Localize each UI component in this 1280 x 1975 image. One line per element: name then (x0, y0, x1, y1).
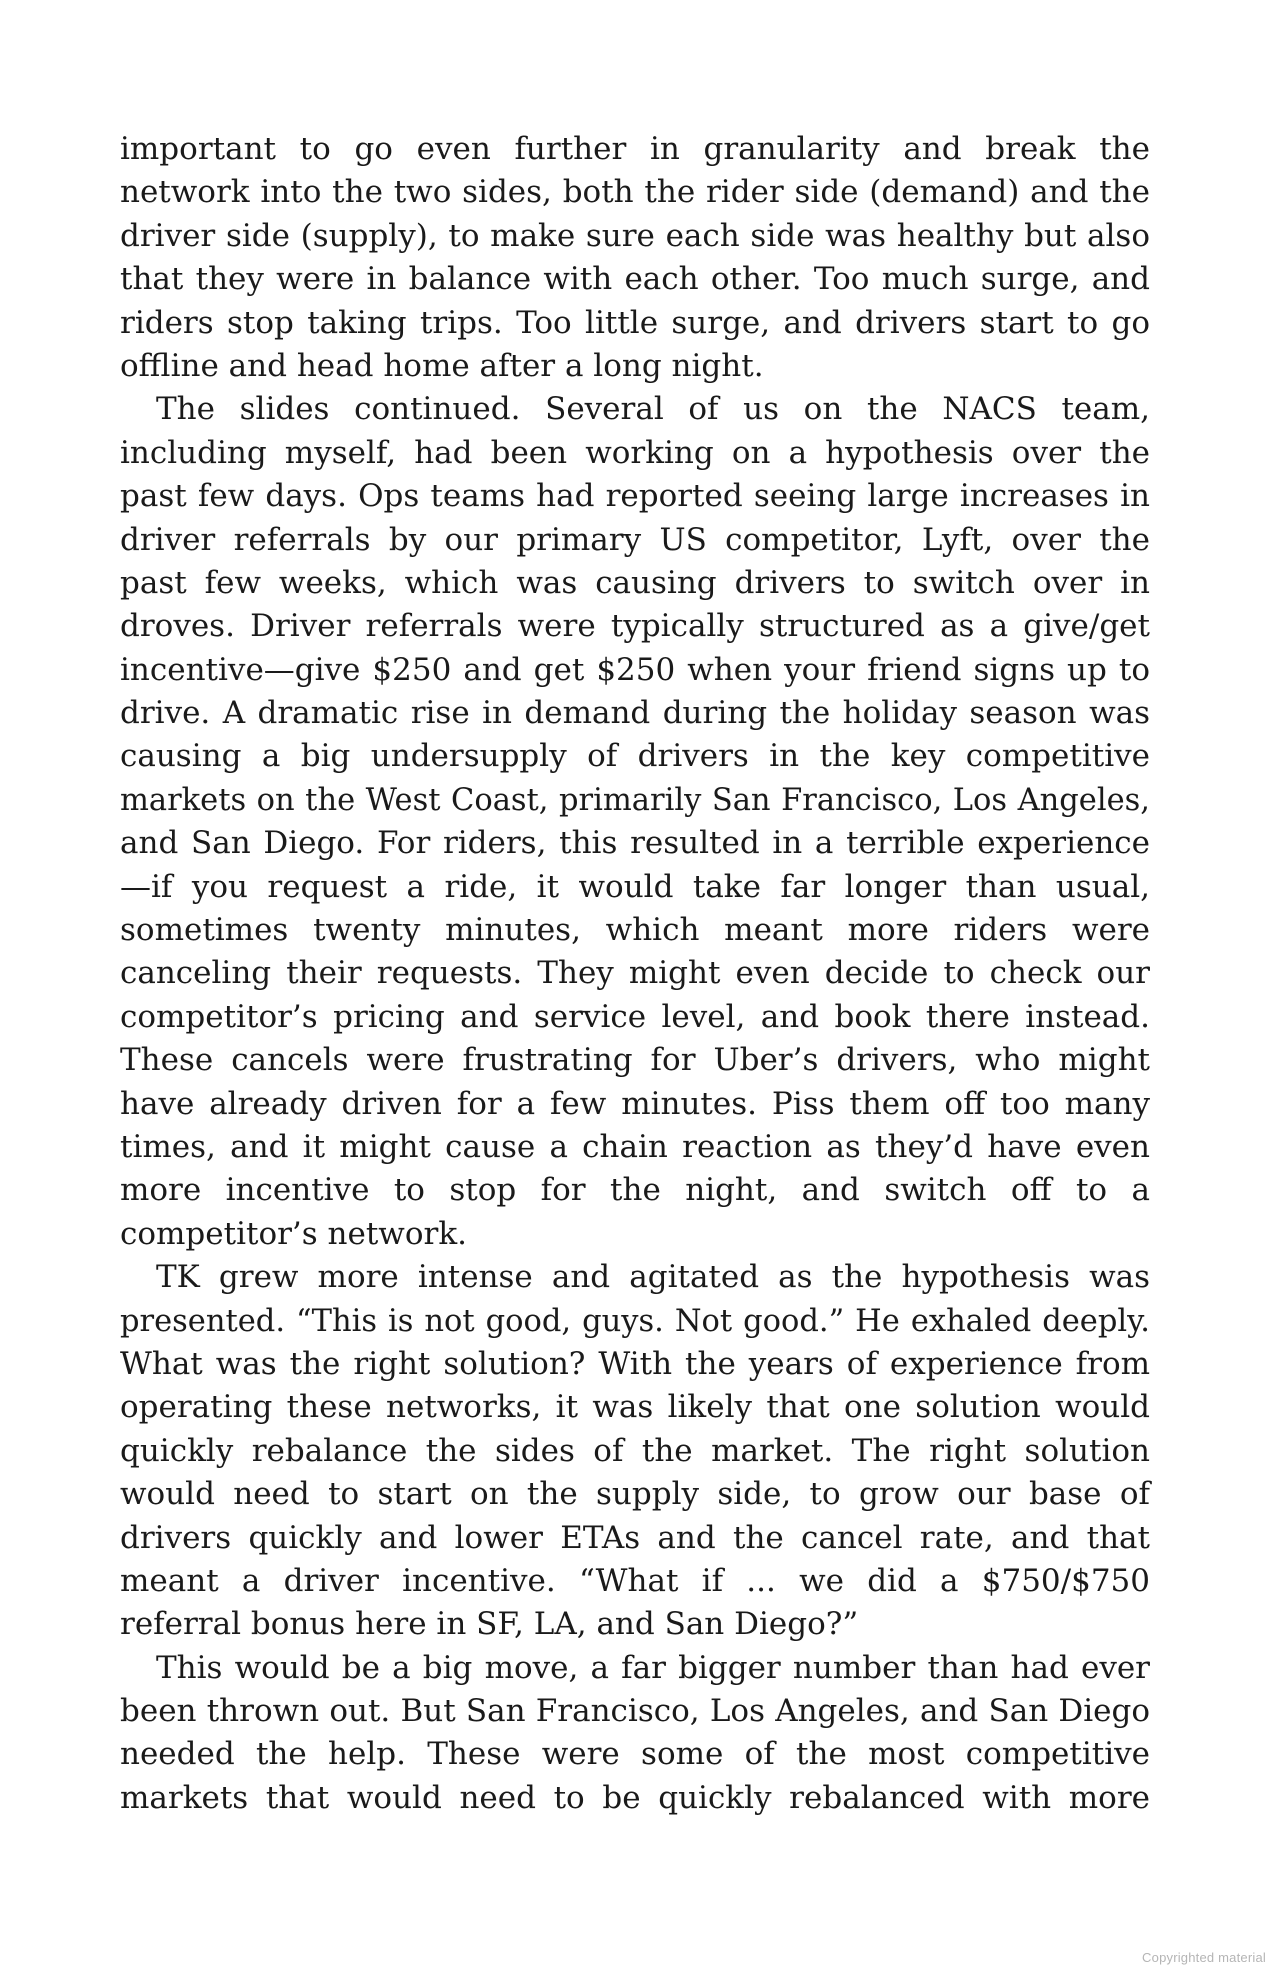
text-line: operating these networks, it was likely that one solution would (120, 1389, 1150, 1426)
paragraph-first-line: This would be a big move, a far bigger number than had ever (156, 1649, 1150, 1686)
text-line: referral bonus here in SF, LA, and San Diego?” (120, 1606, 859, 1643)
text-line: causing a big undersupply of drivers in the key competitive (120, 738, 1150, 775)
text-line: canceling their requests. They might even decide to check our (120, 955, 1150, 992)
text-line: network into the two sides, both the rider side (demand) and the (120, 174, 1150, 211)
text-line: and San Diego. For riders, this resulted in a terrible experience (120, 825, 1150, 862)
text-line: drivers quickly and lower ETAs and the cancel rate, and that (120, 1519, 1150, 1556)
text-line: offline and head home after a long night. (120, 347, 764, 384)
text-line: have already driven for a few minutes. Piss them off too many (120, 1085, 1150, 1122)
text-line: times, and it might cause a chain reaction as they’d have even (120, 1128, 1150, 1165)
text-line: would need to start on the supply side, to grow our base of (120, 1476, 1150, 1513)
text-line: driver referrals by our primary US competitor, Lyft, over the (120, 521, 1150, 558)
text-line: riders stop taking trips. Too little surge, and drivers start to go (120, 304, 1150, 341)
text-line: droves. Driver referrals were typically structured as a give/get (120, 608, 1150, 645)
paragraph-first-line: TK grew more intense and agitated as the hypothesis was (156, 1259, 1150, 1296)
text-line: incentive—give $250 and get $250 when your friend signs up to (120, 651, 1150, 688)
text-line: past few weeks, which was causing drivers to switch over in (120, 564, 1150, 601)
text-line: including myself, had been working on a hypothesis over the (120, 434, 1150, 471)
text-line: What was the right solution? With the years of experience from (120, 1345, 1150, 1382)
text-line: —if you request a ride, it would take far longer than usual, (120, 868, 1150, 905)
copyright-watermark: Copyrighted material (1142, 1950, 1266, 1965)
text-line: markets that would need to be quickly rebalanced with more (120, 1779, 1150, 1816)
text-line: These cancels were frustrating for Uber’s drivers, who might (120, 1042, 1150, 1079)
paragraph-first-line: The slides continued. Several of us on the NACS team, (156, 391, 1150, 428)
text-line: presented. “This is not good, guys. Not good.” He exhaled deeply. (120, 1303, 1150, 1339)
text-line: competitor’s pricing and service level, and book there instead. (120, 998, 1150, 1035)
text-line: drive. A dramatic rise in demand during the holiday season was (120, 695, 1150, 732)
text-line: past few days. Ops teams had reported seeing large increases in (120, 478, 1150, 515)
body-text (120, 128, 1150, 1820)
text-line: driver side (supply), to make sure each side was healthy but also (120, 217, 1150, 254)
text-line: markets on the West Coast, primarily San Francisco, Los Angeles, (120, 782, 1150, 818)
text-line: sometimes twenty minutes, which meant more riders were (120, 912, 1150, 949)
text-line: competitor’s network. (120, 1215, 467, 1252)
text-line: more incentive to stop for the night, and switch off to a (120, 1172, 1150, 1209)
text-line: that they were in balance with each other. Too much surge, and (120, 261, 1150, 298)
text-line: meant a driver incentive. “What if ... we did a $750/$750 (120, 1562, 1150, 1599)
text-line: important to go even further in granularity and break the (120, 131, 1150, 167)
text-line: quickly rebalance the sides of the market. The right solution (120, 1432, 1150, 1469)
text-line: needed the help. These were some of the most competitive (120, 1736, 1150, 1773)
text-line: been thrown out. But San Francisco, Los Angeles, and San Diego (120, 1693, 1150, 1730)
